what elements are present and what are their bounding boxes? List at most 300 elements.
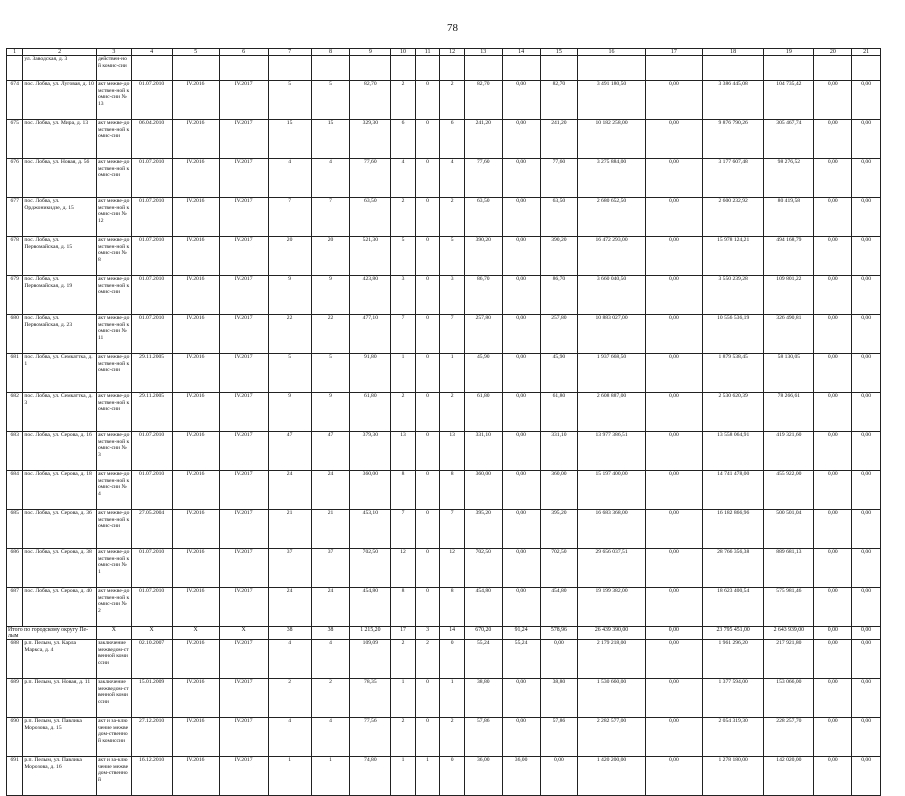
value-cell: 58 130,05: [764, 354, 814, 393]
value-cell: 45,90: [464, 354, 502, 393]
table-row: [7, 549, 881, 588]
total-value: X: [96, 627, 131, 640]
value-cell: IV.2016: [172, 718, 219, 757]
value-cell: 0,00: [645, 159, 702, 198]
value-cell: 7: [391, 315, 416, 354]
total-value: X: [131, 627, 172, 640]
value-cell: 5: [391, 237, 416, 276]
address-cell: пос. Лобва, ул. Серова, д. 16: [23, 432, 97, 471]
value-cell: 86,70: [540, 276, 578, 315]
address-cell: пос. Лобва, ул. Семкаттка, д. 1: [23, 354, 97, 393]
table-cell: [645, 56, 702, 81]
table-cell: [502, 56, 540, 81]
value-cell: 455 922,00: [764, 471, 814, 510]
table-row: [7, 640, 881, 679]
value-cell: 13 977 386,51: [578, 432, 645, 471]
value-cell: 0,00: [814, 354, 852, 393]
value-cell: 0,00: [852, 718, 881, 757]
value-cell: 0,00: [645, 471, 702, 510]
value-cell: 0,00: [502, 471, 540, 510]
value-cell: 7: [440, 510, 465, 549]
value-cell: 1: [440, 679, 465, 718]
address-cell: р.п. Пелым, ул. Карла Маркса, д. 4: [23, 640, 97, 679]
value-cell: 15.01.2009: [131, 679, 172, 718]
value-cell: 0,00: [502, 159, 540, 198]
address-cell: р.п. Пелым, ул. Новая, д. 11: [23, 679, 97, 718]
value-cell: 01.07.2010: [131, 237, 172, 276]
value-cell: 0: [415, 393, 440, 432]
value-cell: 2 680 652,50: [578, 198, 645, 237]
value-cell: 4: [311, 718, 350, 757]
value-cell: 889 681,13: [764, 549, 814, 588]
value-cell: 0,00: [502, 510, 540, 549]
value-cell: 2: [440, 393, 465, 432]
value-cell: 0,00: [502, 315, 540, 354]
value-cell: 0: [415, 718, 440, 757]
value-cell: 61,80: [464, 393, 502, 432]
value-cell: 74,80: [350, 757, 391, 796]
table-cell: [219, 56, 268, 81]
value-cell: 4: [311, 640, 350, 679]
table-row: [7, 237, 881, 276]
table-row: [7, 354, 881, 393]
value-cell: 0,00: [502, 549, 540, 588]
value-cell: 14 741 478,00: [703, 471, 764, 510]
value-cell: 2: [391, 718, 416, 757]
value-cell: 0,00: [814, 237, 852, 276]
document-cell: акт межве-домствен-ной комис-сии № 12: [96, 198, 131, 237]
document-cell: акт межве-домствен-ной комис-сии: [96, 510, 131, 549]
value-cell: 360,00: [540, 471, 578, 510]
value-cell: 0,00: [852, 588, 881, 627]
value-cell: 0: [415, 471, 440, 510]
value-cell: IV.2017: [219, 510, 268, 549]
value-cell: 0,00: [852, 276, 881, 315]
value-cell: 4: [268, 159, 311, 198]
value-cell: 257,80: [540, 315, 578, 354]
value-cell: IV.2016: [172, 393, 219, 432]
address-cell: пос. Лобва, ул. Семкаттка, д. 3: [23, 393, 97, 432]
address-cell: р.п. Пелым, ул. Павлика Морозова, д. 16: [23, 757, 97, 796]
column-number: 20: [814, 49, 852, 56]
column-number: 1: [7, 49, 23, 56]
value-cell: 1 377 594,00: [703, 679, 764, 718]
value-cell: 454,80: [464, 588, 502, 627]
value-cell: 0,00: [814, 315, 852, 354]
value-cell: 142 020,00: [764, 757, 814, 796]
value-cell: 0,00: [814, 588, 852, 627]
value-cell: 0,00: [852, 679, 881, 718]
document-cell: действен-ной комис-сии: [96, 56, 131, 81]
document-cell: акт межве-домствен-ной комис-сии № 3: [96, 432, 131, 471]
value-cell: 63,50: [540, 198, 578, 237]
total-value: 0,00: [645, 627, 702, 640]
value-cell: 22: [311, 315, 350, 354]
address-cell: пос. Лобва, ул. Серова, д. 38: [23, 549, 97, 588]
value-cell: IV.2016: [172, 679, 219, 718]
value-cell: 454,80: [540, 588, 578, 627]
value-cell: 82,70: [540, 81, 578, 120]
value-cell: 1 530 660,00: [578, 679, 645, 718]
column-number: 18: [703, 49, 764, 56]
address-cell: пос. Лобва, ул. Мира, д. 13: [23, 120, 97, 159]
value-cell: 3: [391, 276, 416, 315]
value-cell: 7: [391, 510, 416, 549]
value-cell: IV.2017: [219, 471, 268, 510]
value-cell: 29 656 037,51: [578, 549, 645, 588]
address-cell: р.п. Пелым, ул. Павлика Морозова, д. 15: [23, 718, 97, 757]
value-cell: 15: [311, 120, 350, 159]
value-cell: 36,00: [502, 757, 540, 796]
value-cell: 24: [268, 471, 311, 510]
value-cell: 21: [311, 510, 350, 549]
value-cell: 0,00: [814, 81, 852, 120]
value-cell: 0,00: [814, 159, 852, 198]
column-number: 15: [540, 49, 578, 56]
value-cell: 15 978 124,21: [703, 237, 764, 276]
value-cell: 0,00: [814, 510, 852, 549]
value-cell: 01.07.2010: [131, 432, 172, 471]
value-cell: 0,00: [502, 588, 540, 627]
row-number: 690: [7, 718, 23, 757]
value-cell: 9 876 790,26: [703, 120, 764, 159]
value-cell: 55,24: [502, 640, 540, 679]
value-cell: 01.07.2010: [131, 471, 172, 510]
value-cell: 0,00: [645, 757, 702, 796]
total-value: 578,96: [540, 627, 578, 640]
value-cell: 326 490,81: [764, 315, 814, 354]
row-number: 687: [7, 588, 23, 627]
table-row: [7, 56, 881, 81]
value-cell: 01.07.2010: [131, 276, 172, 315]
value-cell: 241,20: [540, 120, 578, 159]
value-cell: 2: [440, 81, 465, 120]
value-cell: IV.2016: [172, 640, 219, 679]
table-row: [7, 432, 881, 471]
value-cell: 5: [268, 81, 311, 120]
value-cell: 63,50: [350, 198, 391, 237]
value-cell: 0,00: [540, 757, 578, 796]
value-cell: 0,00: [852, 471, 881, 510]
total-value: 1 215,20: [350, 627, 391, 640]
address-cell: пос. Лобва, ул. Новая, д. 56: [23, 159, 97, 198]
value-cell: 395,20: [540, 510, 578, 549]
value-cell: 7: [440, 315, 465, 354]
value-cell: 1: [391, 679, 416, 718]
value-cell: IV.2017: [219, 198, 268, 237]
document-cell: акт межве-домствен-ной комис-сии: [96, 354, 131, 393]
value-cell: 47: [311, 432, 350, 471]
value-cell: 57,86: [464, 718, 502, 757]
value-cell: 4: [311, 159, 350, 198]
value-cell: IV.2016: [172, 757, 219, 796]
value-cell: 228 257,70: [764, 718, 814, 757]
value-cell: 4: [440, 159, 465, 198]
value-cell: 241,20: [464, 120, 502, 159]
table-cell: [311, 56, 350, 81]
table-cell: [464, 56, 502, 81]
value-cell: 0: [415, 198, 440, 237]
value-cell: 0,00: [814, 120, 852, 159]
value-cell: 45,90: [540, 354, 578, 393]
value-cell: 153 066,00: [764, 679, 814, 718]
value-cell: 454,80: [350, 588, 391, 627]
value-cell: 1: [268, 757, 311, 796]
value-cell: IV.2017: [219, 432, 268, 471]
value-cell: 16 683 368,00: [578, 510, 645, 549]
value-cell: 521,30: [350, 237, 391, 276]
value-cell: 0,00: [814, 393, 852, 432]
total-value: 3: [415, 627, 440, 640]
column-number: 12: [440, 49, 465, 56]
value-cell: IV.2016: [172, 198, 219, 237]
value-cell: 4: [268, 640, 311, 679]
value-cell: 3: [440, 276, 465, 315]
value-cell: 331,10: [540, 432, 578, 471]
value-cell: 24: [311, 588, 350, 627]
table-row: [7, 718, 881, 757]
value-cell: 28 766 356,38: [703, 549, 764, 588]
value-cell: 98 276,52: [764, 159, 814, 198]
value-cell: 453,10: [350, 510, 391, 549]
value-cell: 01.07.2010: [131, 159, 172, 198]
value-cell: 77,60: [464, 159, 502, 198]
value-cell: 24: [311, 471, 350, 510]
value-cell: 2: [268, 679, 311, 718]
value-cell: 0: [415, 120, 440, 159]
value-cell: 01.07.2010: [131, 81, 172, 120]
value-cell: 0,00: [645, 354, 702, 393]
value-cell: 1 420 200,00: [578, 757, 645, 796]
total-value: 670,20: [464, 627, 502, 640]
value-cell: 61,80: [540, 393, 578, 432]
value-cell: IV.2016: [172, 471, 219, 510]
value-cell: 91,80: [350, 354, 391, 393]
total-value: X: [219, 627, 268, 640]
value-cell: 86,70: [464, 276, 502, 315]
value-cell: 0,00: [852, 81, 881, 120]
value-cell: 0,00: [645, 237, 702, 276]
value-cell: IV.2017: [219, 354, 268, 393]
value-cell: 77,60: [350, 159, 391, 198]
value-cell: IV.2017: [219, 393, 268, 432]
value-cell: 0,00: [502, 432, 540, 471]
value-cell: 27.05.2004: [131, 510, 172, 549]
table-cell: [814, 56, 852, 81]
value-cell: 257,80: [464, 315, 502, 354]
row-number: 674: [7, 81, 23, 120]
value-cell: 1: [311, 757, 350, 796]
table-row: [7, 120, 881, 159]
value-cell: 4: [391, 159, 416, 198]
value-cell: 0,00: [814, 640, 852, 679]
value-cell: 702,50: [464, 549, 502, 588]
document-cell: акт межве-домствен-ной комис-сии: [96, 159, 131, 198]
address-cell: пос. Лобва, ул. Серова, д. 18: [23, 471, 97, 510]
value-cell: 5: [440, 237, 465, 276]
table-row: [7, 679, 881, 718]
value-cell: 0,00: [814, 718, 852, 757]
value-cell: 0,00: [540, 640, 578, 679]
value-cell: 0,00: [852, 120, 881, 159]
document-cell: акт межве-домствен-ной комис-сии № 1: [96, 549, 131, 588]
total-value: 0,00: [814, 627, 852, 640]
value-cell: 0,00: [645, 276, 702, 315]
total-value: 26 439 390,00: [578, 627, 645, 640]
address-cell: пос. Лобва, ул. Первомайская, д. 23: [23, 315, 97, 354]
value-cell: 77,56: [350, 718, 391, 757]
value-cell: 0,00: [814, 757, 852, 796]
value-cell: 1 937 668,50: [578, 354, 645, 393]
table-cell: [764, 56, 814, 81]
total-row: [7, 627, 881, 640]
value-cell: IV.2017: [219, 640, 268, 679]
value-cell: 0,00: [814, 198, 852, 237]
row-number: 675: [7, 120, 23, 159]
value-cell: 80 419,58: [764, 198, 814, 237]
value-cell: 0,00: [852, 510, 881, 549]
value-cell: 0,00: [852, 757, 881, 796]
value-cell: 2: [311, 679, 350, 718]
value-cell: 477,10: [350, 315, 391, 354]
value-cell: 0,00: [645, 81, 702, 120]
total-value: 0,00: [852, 627, 881, 640]
value-cell: 0,00: [645, 549, 702, 588]
value-cell: 423,80: [350, 276, 391, 315]
table-cell: [350, 56, 391, 81]
value-cell: 1: [415, 757, 440, 796]
value-cell: 12: [440, 549, 465, 588]
table-row: [7, 198, 881, 237]
value-cell: 5: [311, 354, 350, 393]
row-number: 688: [7, 640, 23, 679]
value-cell: 0,00: [645, 198, 702, 237]
value-cell: 2: [440, 718, 465, 757]
value-cell: 7: [311, 198, 350, 237]
value-cell: 24: [268, 588, 311, 627]
value-cell: 0,00: [502, 354, 540, 393]
value-cell: 1 879 538,45: [703, 354, 764, 393]
table-row: [7, 276, 881, 315]
value-cell: 0: [415, 276, 440, 315]
value-cell: 2 608 887,00: [578, 393, 645, 432]
value-cell: IV.2016: [172, 81, 219, 120]
value-cell: 0,00: [502, 120, 540, 159]
value-cell: 0,00: [852, 198, 881, 237]
value-cell: 10 556 536,19: [703, 315, 764, 354]
value-cell: 2 282 577,00: [578, 718, 645, 757]
column-number: 11: [415, 49, 440, 56]
table-row: [7, 471, 881, 510]
value-cell: 0: [415, 679, 440, 718]
value-cell: 0: [415, 159, 440, 198]
total-value: 2 643 939,00: [764, 627, 814, 640]
column-number: 4: [131, 49, 172, 56]
value-cell: 329,30: [350, 120, 391, 159]
value-cell: 36,00: [464, 757, 502, 796]
value-cell: 2 600 232,92: [703, 198, 764, 237]
row-number: 677: [7, 198, 23, 237]
document-cell: акт межве-домствен-ной комис-сии: [96, 393, 131, 432]
value-cell: 77,60: [540, 159, 578, 198]
table-cell: [440, 56, 465, 81]
value-cell: 0,00: [852, 354, 881, 393]
value-cell: 3 660 040,50: [578, 276, 645, 315]
value-cell: 2: [391, 81, 416, 120]
value-cell: IV.2017: [219, 237, 268, 276]
value-cell: 0,00: [852, 237, 881, 276]
value-cell: 01.07.2010: [131, 315, 172, 354]
value-cell: 1: [440, 354, 465, 393]
value-cell: 0,00: [814, 432, 852, 471]
table-cell: [852, 56, 881, 81]
value-cell: 06.04.2010: [131, 120, 172, 159]
value-cell: 78 266,61: [764, 393, 814, 432]
value-cell: IV.2017: [219, 120, 268, 159]
document-cell: заключение межведом-ственной комиссии: [96, 640, 131, 679]
column-number: 13: [464, 49, 502, 56]
value-cell: 61,80: [350, 393, 391, 432]
value-cell: 01.07.2010: [131, 198, 172, 237]
value-cell: IV.2017: [219, 679, 268, 718]
value-cell: 395,20: [464, 510, 502, 549]
value-cell: 494 168,79: [764, 237, 814, 276]
row-number: 686: [7, 549, 23, 588]
row-number: 682: [7, 393, 23, 432]
value-cell: 38,80: [540, 679, 578, 718]
value-cell: 3 177 607,48: [703, 159, 764, 198]
table-row: [7, 588, 881, 627]
value-cell: 419 321,60: [764, 432, 814, 471]
table-cell: [172, 56, 219, 81]
value-cell: 5: [268, 354, 311, 393]
value-cell: 10 883 027,00: [578, 315, 645, 354]
value-cell: 2: [391, 198, 416, 237]
total-value: 38: [268, 627, 311, 640]
value-cell: 575 981,46: [764, 588, 814, 627]
document-cell: акт межве-домствен-ной комис-сии № 4: [96, 471, 131, 510]
value-cell: 0,00: [645, 315, 702, 354]
page-number: 78: [447, 22, 458, 34]
value-cell: 0: [415, 81, 440, 120]
value-cell: 0: [440, 640, 465, 679]
value-cell: 0: [415, 237, 440, 276]
row-number: 678: [7, 237, 23, 276]
value-cell: 0,00: [852, 432, 881, 471]
value-cell: 1: [391, 354, 416, 393]
value-cell: 0,00: [645, 510, 702, 549]
value-cell: 1: [391, 757, 416, 796]
value-cell: 0,00: [645, 679, 702, 718]
column-number: 17: [645, 49, 702, 56]
column-number: 9: [350, 49, 391, 56]
address-cell: пос. Лобва, ул. Серова, д. 40: [23, 588, 97, 627]
value-cell: 8: [391, 471, 416, 510]
value-cell: 0,00: [814, 471, 852, 510]
row-number: 685: [7, 510, 23, 549]
column-number: 16: [578, 49, 645, 56]
value-cell: 13: [440, 432, 465, 471]
column-number: 14: [502, 49, 540, 56]
row-number: 680: [7, 315, 23, 354]
address-cell: пос. Лобва, ул. Орджоникидзе, д. 15: [23, 198, 97, 237]
value-cell: 29.11.2005: [131, 393, 172, 432]
table-cell: [268, 56, 311, 81]
value-cell: 0: [415, 432, 440, 471]
value-cell: 3 275 884,00: [578, 159, 645, 198]
value-cell: 13 558 064,91: [703, 432, 764, 471]
column-number: 5: [172, 49, 219, 56]
